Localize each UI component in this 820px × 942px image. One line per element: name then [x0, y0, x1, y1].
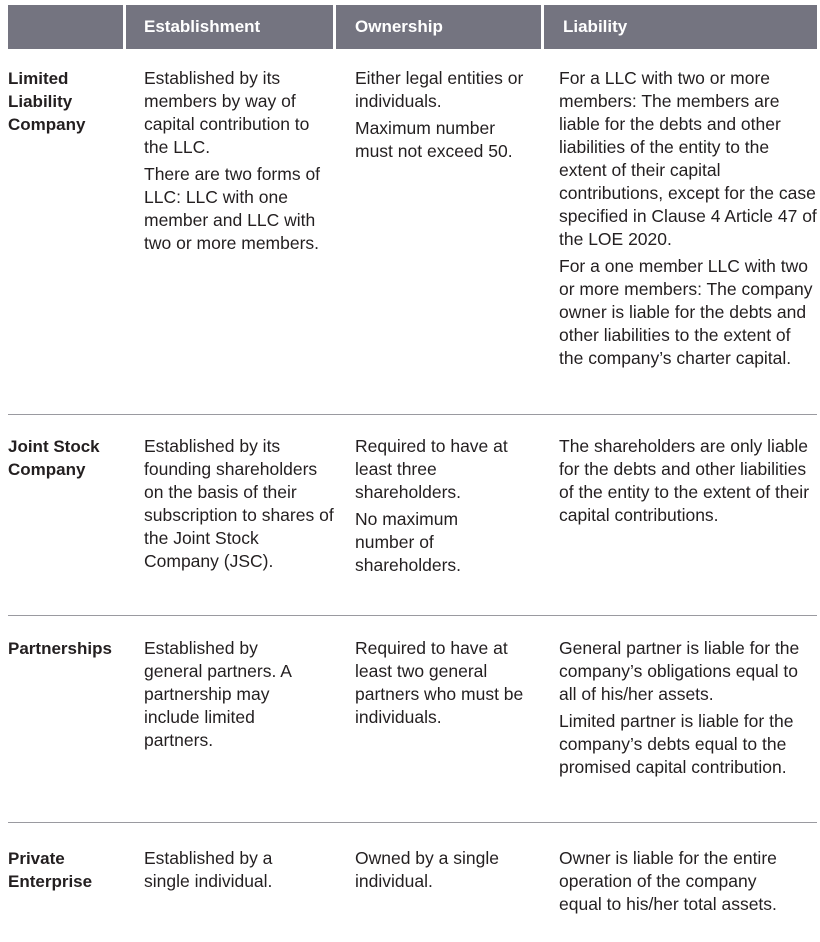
row-divider	[8, 822, 817, 823]
llc-liability-p1: For a LLC with two or more members: The members are liable for the debts and other liabilities of the entity to the extent of their capital contributions, except for the case specified in Clause 4 Article 47 of the LOE 2020.	[559, 68, 817, 249]
row-label-private-enterprise: Private Enterprise	[8, 849, 93, 891]
header-label-liability: Liability	[563, 17, 628, 36]
private-enterprise-liability	[559, 847, 784, 920]
partnerships-establishment	[144, 637, 309, 756]
private-enterprise-ownership	[355, 847, 520, 897]
llc-establishment-p2: There are two forms of LLC: LLC with one member and LLC with two or more members.	[144, 164, 321, 253]
jsc-establishment	[144, 435, 336, 577]
llc-liability-p2: For a one member LLC with two or more members: The company owner is liable for the debts and other liabilities to the extent of the company’s charter capital.	[559, 256, 813, 368]
jsc-ownership-p2: No maximum number of shareholders.	[355, 509, 462, 575]
private-enterprise-establishment	[144, 847, 304, 897]
private-enterprise-establishment-p1: Established by a single individual.	[144, 848, 273, 891]
header-label-establishment: Establishment	[144, 17, 261, 36]
partnerships-ownership	[355, 637, 545, 733]
header-cell-ownership	[336, 5, 541, 49]
row-divider	[8, 615, 817, 616]
header-label-ownership: Ownership	[355, 17, 443, 36]
llc-liability	[559, 67, 817, 374]
partnerships-liability-p1: General partner is liable for the company’s obligations equal to all of his/her assets.	[559, 638, 800, 704]
jsc-establishment-p1: Established by its founding shareholders on the basis of their subscription to shares of the Joint Stock Company (JSC).	[144, 436, 334, 571]
llc-establishment	[144, 67, 324, 259]
jsc-liability	[559, 435, 817, 531]
private-enterprise-liability-p1: Owner is liable for the entire operation of the company equal to his/her total assets.	[559, 848, 777, 914]
header-cell-liability	[544, 5, 817, 49]
row-divider	[8, 414, 817, 415]
partnerships-liability	[559, 637, 817, 783]
row-label-partnerships: Partnerships	[8, 639, 112, 658]
jsc-ownership-p1: Required to have at least three shareholders.	[355, 436, 508, 502]
partnerships-establishment-p1: Established by general partners. A partnership may include limited partners.	[144, 638, 291, 750]
row-label-llc: Limited Liability Company	[8, 69, 86, 134]
partnerships-ownership-p1: Required to have at least two general partners who must be individuals.	[355, 638, 524, 727]
header-cell-blank	[8, 5, 123, 49]
llc-establishment-p1: Established by its members by way of capital contribution to the LLC.	[144, 68, 310, 157]
jsc-ownership	[355, 435, 515, 581]
private-enterprise-ownership-p1: Owned by a single individual.	[355, 848, 499, 891]
llc-ownership-p2: Maximum number must not exceed 50.	[355, 118, 513, 161]
jsc-liability-p1: The shareholders are only liable for the debts and other liabilities of the entity to the extent of their capital contributions.	[559, 436, 810, 525]
partnerships-liability-p2: Limited partner is liable for the company’s debts equal to the promised capital contribution.	[559, 711, 794, 777]
row-label-jsc: Joint Stock Company	[8, 437, 100, 479]
llc-ownership	[355, 67, 535, 167]
llc-ownership-p1: Either legal entities or individuals.	[355, 68, 524, 111]
header-cell-establishment	[126, 5, 333, 49]
